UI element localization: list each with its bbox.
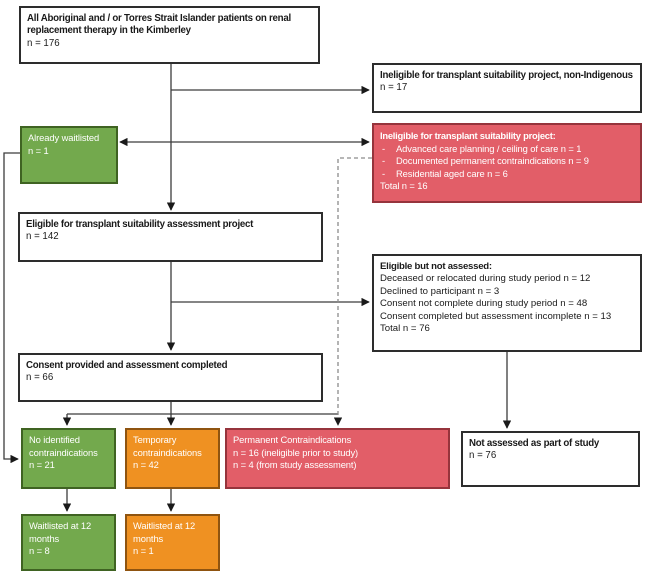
box-count: n = 142 — [26, 231, 59, 243]
flow-box-temporary-contraindications — [125, 428, 220, 489]
box-bullet — [380, 168, 634, 181]
box-count: n = 1 — [28, 144, 49, 156]
box-title: Ineligible for transplant suitability project: — [380, 130, 556, 141]
box-title: All Aboriginal and / or Torres Strait Islander patients on renal replacement therapy in the Kimberley — [27, 13, 291, 37]
flow-box-not-assessed — [461, 431, 640, 487]
box-count: n = 76 — [469, 450, 497, 462]
box-bullet — [380, 143, 634, 156]
box-title: Permanent Contraindications — [233, 434, 352, 445]
flow-box-waitlisted-green — [21, 514, 116, 571]
flow-box-ineligible-project — [372, 123, 642, 203]
box-line: Deceased or relocated during study period n = 12 — [380, 273, 591, 285]
bullet-text: Advanced care planning / ceiling of care n = 1 — [396, 142, 582, 154]
box-line: Declined to participant n = 3 — [380, 285, 500, 297]
box-count: n = 21 — [29, 459, 55, 471]
box-line: Total n = 76 — [380, 323, 430, 335]
bullet-marker: - — [382, 167, 386, 179]
flow-box-eligible — [18, 212, 323, 262]
bullet-marker: - — [382, 142, 386, 154]
box-title: Waitlisted at 12 months — [133, 520, 196, 544]
flow-box-ineligible-non-indigenous — [372, 63, 642, 113]
box-count: n = 1 — [133, 545, 154, 557]
bullet-text: Documented permanent contraindications n = 9 — [396, 155, 589, 167]
bullet-text: Residential aged care n = 6 — [396, 167, 508, 179]
bullet-marker: - — [382, 155, 386, 167]
box-title: Temporary contraindications — [133, 434, 202, 458]
box-count: n = 8 — [29, 545, 50, 557]
box-count: n = 42 — [133, 459, 159, 471]
box-title: Eligible for transplant suitability assessment project — [26, 219, 254, 230]
flow-box-waitlisted-orange — [125, 514, 220, 571]
box-line: Consent not complete during study period n = 48 — [380, 298, 588, 310]
flow-box-eligible-not-assessed — [372, 254, 642, 352]
connector-already-waitlisted-route — [4, 153, 22, 459]
box-line: Consent completed but assessment incomplete n = 13 — [380, 310, 612, 322]
flow-box-consent-completed — [18, 353, 323, 402]
box-title: Already waitlisted — [28, 132, 100, 143]
box-title: Consent provided and assessment completed — [26, 360, 228, 371]
flow-box-already-waitlisted — [20, 126, 118, 184]
box-title: Eligible but not assessed: — [380, 261, 492, 272]
box-count: n = 176 — [27, 37, 60, 49]
box-count: n = 66 — [26, 372, 54, 384]
box-count: n = 17 — [380, 82, 408, 94]
box-title: No identified contraindications — [29, 434, 98, 458]
box-total: Total n = 16 — [380, 180, 428, 192]
box-title: Waitlisted at 12 months — [29, 520, 92, 544]
flow-box-total-population — [19, 6, 320, 64]
flow-box-permanent-contraindications — [225, 428, 450, 489]
box-title: Ineligible for transplant suitability project, non-Indigenous — [380, 70, 633, 81]
box-line: n = 16 (ineligible prior to study) — [233, 446, 359, 458]
box-line: n = 4 (from study assessment) — [233, 459, 357, 471]
flow-box-no-contraindications — [21, 428, 116, 489]
box-title: Not assessed as part of study — [469, 438, 600, 449]
box-bullet — [380, 155, 634, 168]
connector-dashed-permanent — [338, 158, 372, 425]
